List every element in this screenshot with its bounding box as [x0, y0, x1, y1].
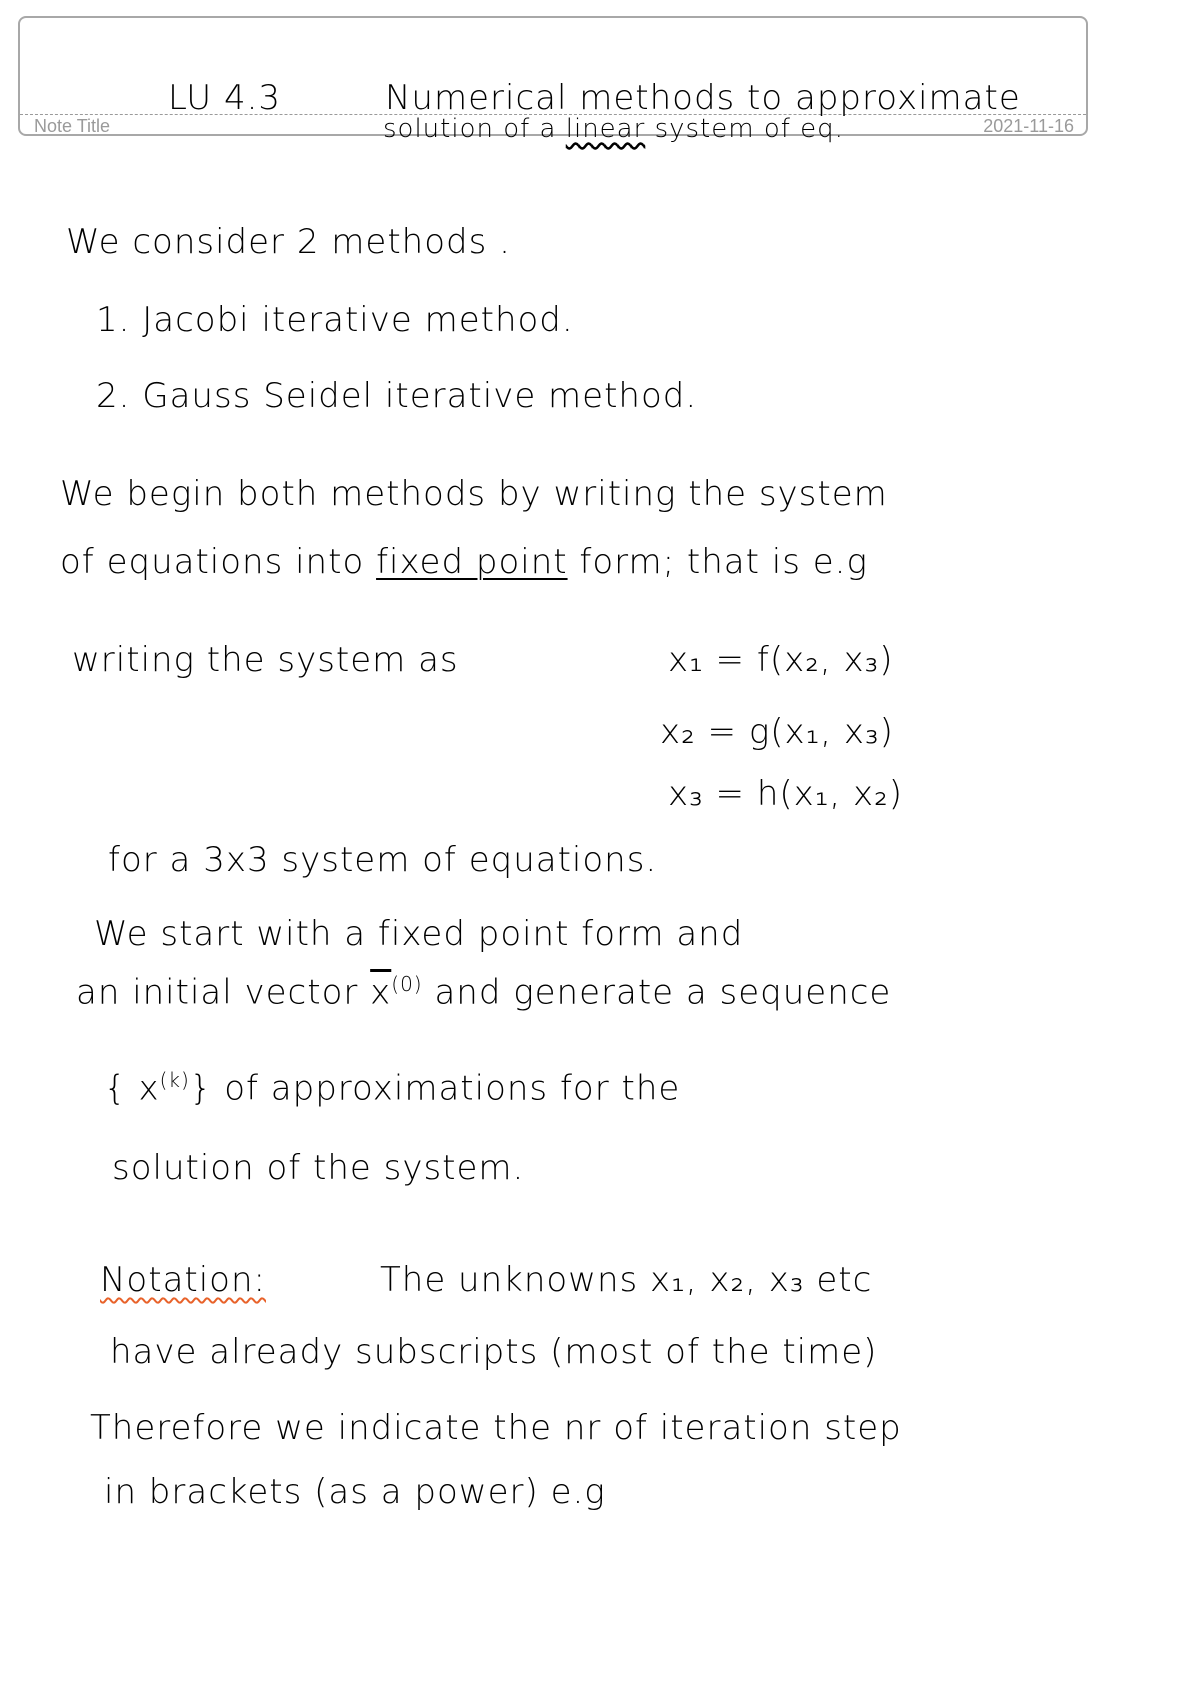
unit-number: LU 4.3: [168, 78, 282, 118]
note-title-label: Note Title: [34, 116, 111, 136]
equation-2: x₂ = g(x₁, x₃): [660, 712, 894, 752]
sequence-superscript: (k): [159, 1068, 190, 1092]
para1-line2: of equations into fixed point form; that is e.g: [60, 542, 868, 582]
para1-line3: writing the system as: [72, 640, 459, 680]
equation-1: x₁ = f(x₂, x₃): [668, 640, 894, 680]
page-title: Numerical methods to approximate: [385, 78, 1021, 118]
notation-line2: have already subscripts (most of the time): [110, 1332, 878, 1372]
notation-line1: The unknowns x₁, x₂, x₃ etc: [380, 1260, 873, 1300]
fixed-point-term: fixed point: [376, 542, 568, 582]
method-2: 2. Gauss Seidel iterative method.: [96, 376, 698, 416]
notation-line4: in brackets (as a power) e.g: [104, 1472, 606, 1512]
equation-3: x₃ = h(x₁, x₂): [668, 774, 904, 814]
method-1: 1. Jacobi iterative method.: [96, 300, 574, 340]
initial-vector-superscript: (0): [391, 972, 423, 996]
para2-line3: { $x^{(k)}$} of approximations for the: [104, 1068, 681, 1109]
para2-line2: an initial vector $\overline{x}^{(0)}$ and generate a sequence: [76, 972, 892, 1013]
para1-line4: for a 3x3 system of equations.: [108, 840, 658, 880]
para2-line1: We start with a fixed point form and: [94, 914, 744, 954]
para1-line1: We begin both methods by writing the system: [60, 474, 888, 514]
intro-line: We consider 2 methods .: [66, 222, 511, 262]
note-date: 2021-11-16: [983, 116, 1074, 136]
notation-line3: Therefore we indicate the nr of iteration step: [90, 1408, 902, 1448]
notation-label: Notation:: [100, 1260, 266, 1300]
linear-word: linear: [565, 114, 646, 144]
para2-line4: solution of the system.: [112, 1148, 525, 1188]
page-subtitle: solution of a linear system of eq.: [383, 114, 844, 144]
initial-vector: $\overline{x}$: [370, 972, 392, 1013]
